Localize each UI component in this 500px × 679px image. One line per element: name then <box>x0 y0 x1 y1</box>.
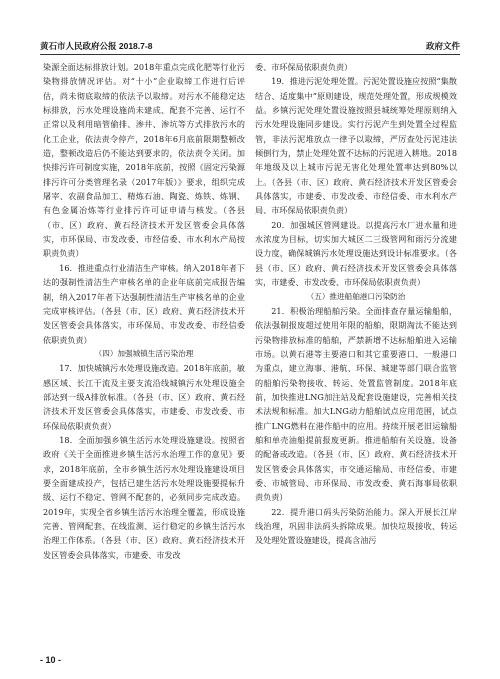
paragraph: 委、市环保局依职责负责） <box>255 62 353 72</box>
paragraph: 染源全面达标排放计划。2018年重点完成化肥等行业污染物排放情况评估。对“十小”企业取缔工作进行后评估，尚未彻底取缔的依法予以取缔。对污水不能稳定达标排放，污水处理设施尚未建成、配套不完善、运行不正常以及利用暗管偷排、渗井、渗坑等方式排放污水的化工企业，依法责令停产，2018年6月底前限期整顿改造，整顿改造后仍不能达到要求的，依法责令关闭。加快排污许可制度实施，2018年底前，按照《固定污染源排污许可分类管理名录（2017年版）》要求，组织完成屠宰、农副食品加工、精炼石油、陶瓷、炼铁、炼钢、有色金属冶炼等行业排污许可证申请与核发。（各县（市、区）政府、黄石经济技术开发区管委会具体落实，市环保局、市发改委、市经信委、市水利水产局按职责负责） <box>43 62 245 259</box>
left-column <box>43 60 245 562</box>
header-divider <box>40 54 460 55</box>
right-column <box>255 60 457 548</box>
journal-title: 黄石市人民政府公报 2018.7-8 <box>40 41 153 51</box>
page-number: - 10 - <box>40 655 62 665</box>
subheading: （四）加强城镇生活污染治理 <box>94 348 194 358</box>
paragraph: 22．提升港口码头污染防治能力。深入开展长江岸线治理，巩固非法码头拆除成果。加快垃圾接收、转运及处理处置设施建设，提高含油污 <box>255 506 457 546</box>
paragraph: 17．加快城镇污水处理设施改造。2018年底前，敏感区域、长江干流及主要支流沿线城镇污水处理设施全部达到一级A排放标准。（各县（市、区）政府、黄石经济技术开发区管委会具体落实，市建委、市发改委、市环保局依职责负责） <box>43 363 245 431</box>
paragraph: 21．积极治理船舶污染。全面排查存量运输船舶，依法强制报废超过使用年限的船舶，限期淘汰不能达到污染物排放标准的船舶，严禁新增不达标船舶进入运输市场。以黄石港等主要港口和其它重要港口、一般港口为重点，建立海事、港航、环保、城建等部门联合监管的船舶污染物接收、转运、处置监管制度。2018年底前，加快推进LNG加注站及配套设施建设，完善相关技术法规和标准。加大LNG动力船舶试点应用范围，试点推广LNG燃料在港作船中的应用。持续开展老旧运输船舶和单壳油船提前报废更新。推进船舶有关设施、设备的配备或改造。（各县（市、区）政府、黄石经济技术开发区管委会具体落实，市交通运输局、市经信委、市建委、市城管局、市环保局、市发改委、黄石海事局依职责负责） <box>255 305 457 503</box>
page-header <box>40 40 460 54</box>
paragraph: 20．加强城区管网建设。以提高污水厂进水量和进水浓度为目标，切实加大城区二三级管网和雨污分流建设力度，确保城镇污水处理设施达到设计标准要求。（各县（市、区）政府、黄石经济技术开发区管委会具体落实，市建委、市发改委、市环保局依职责负责） <box>255 219 457 288</box>
paragraph: 19．推进污泥处理处置。污泥处置设施应按照“集散结合、适度集中”原则建设，规范处理处置，形成规模效益。乡镇污泥处理处置设施按照县城统筹处理原则纳入污水处理设施同步建设。实行污泥产生到处置全过程监管，非法污泥堆放点一律予以取缔，严厉查处污泥违法倾倒行为，禁止处理处置不达标的污泥进入耕地。2018年地级及以上城市污泥无害化处理处置率达到80%以上。（各县（市、区）政府、黄石经济技术开发区管委会具体落实，市建委、市发改委、市经信委、市水利水产局、市环保局依职责负责） <box>255 76 457 216</box>
section-title: 政府文件 <box>425 41 460 51</box>
subheading: （五）推进船舶港口污染防治 <box>306 291 406 301</box>
paragraph: 18．全面加强乡镇生活污水处理设施建设。按照省政府《关于全面推进乡镇生活污水治理工作的意见》要求，2018年底前，全市乡镇生活污水处理设施建设项目要全面建成投产，包括已建生活污水处理设施要提标升级、运行不稳定、管网不配套的，必须同步完成改造。2019年，实现全省乡镇生活污水治理全覆盖，形成设施完善、管网配套、在线监测、运行稳定的乡镇生活污水治理工作体系。（各县（市、区）政府、黄石经济技术开发区管委会具体落实，市建委、市发改 <box>43 434 245 560</box>
paragraph: 16．推进重点行业清洁生产审核。纳入2018年者下达的强制性清洁生产审核名单的企业年底前完成报告编制，纳入2017年者下达强制性清洁生产审核名单的企业完成审核评估。（各县（市、区）政府、黄石经济技术开发区管委会具体落实，市环保局、市发改委、市经信委依职责负责） <box>43 262 245 345</box>
